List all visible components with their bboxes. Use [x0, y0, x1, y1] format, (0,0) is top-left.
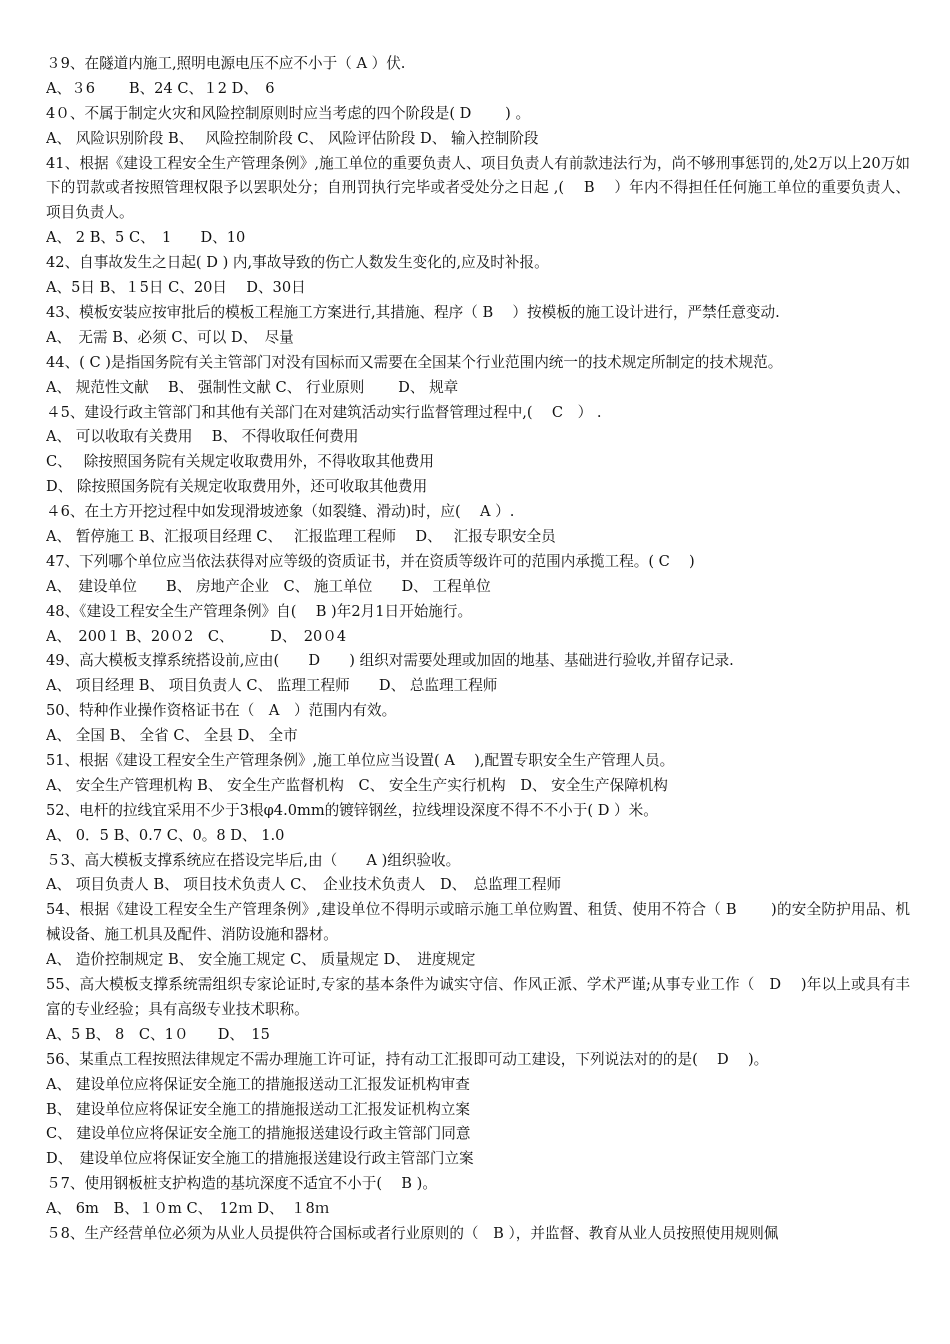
text-line: A、 可以收取有关费用 B、 不得收取任何费用 [46, 428, 359, 446]
text-line: 4０、不属于制定火灾和风险控制原则时应当考虑的四个阶段是( D ) 。 [46, 104, 531, 122]
text-line: ４6、在土方开挖过程中如发现滑坡迹象（如裂缝、滑动)时，应( A ）. [46, 503, 515, 521]
text-line: A、 暂停施工 B、汇报项目经理 C、 汇报监理工程师 D、 汇报专职安全员 [46, 527, 556, 545]
text-line: 48、《建设工程安全生产管理条例》自( B )年2月1日开始施行。 [46, 602, 473, 620]
text-line: ５3、高大模板支撑系统应在搭设完毕后,由（ A )组织验收。 [46, 851, 461, 869]
text-line: A、 建设单位 B、 房地产企业 C、 施工单位 D、 工程单位 [46, 577, 491, 595]
text-line: ３9、在隧道内施工,照明电源电压不应不小于（ A ）伏. [46, 55, 406, 72]
text-line: 50、特种作业操作资格证书在（ A ）范围内有效。 [46, 702, 397, 720]
text-line: A、 6m B、１０m C、 12ｍ D、 １8ｍ [46, 1200, 330, 1218]
text-line: A、 规范性文献 B、 强制性文献 C、 行业原则 D、 规章 [46, 378, 459, 396]
text-line: 43、模板安装应按审批后的模板工程施工方案进行,其措施、程序（ B ）按模板的施工设计进行，严禁任意变动. [46, 303, 780, 321]
text-line: D、 除按照国务院有关规定收取费用外，还可收取其他费用 [46, 478, 428, 496]
text-line: ４5、建设行政主管部门和其他有关部门在对建筑活动实行监督管理过程中,( C ） . [46, 403, 602, 421]
text-line: 44、( C )是指国务院有关主管部门对没有国标而又需要在全国某个行业范围内统一的技术规定所制定的技术规范。 [46, 353, 783, 371]
text-line: A、 全国 B、 全省 C、 全县 D、 全市 [46, 727, 298, 745]
text-line: 49、高大模板支撑系统搭设前,应由( D ) 组织对需要处理或加固的地基、基础进行验收,并留存记录. [46, 652, 734, 670]
text-paragraph: 55、高大模板支撑系统需组织专家论证时,专家的基本条件为诚实守信、作风正派、学术严谨;从事专业工作（ D )年以上或具有丰富的专业经验；具有高级专业技术职称。 [46, 976, 910, 1018]
text-line: A、 风险识别阶段 B、 风险控制阶段 C、 风险评估阶段 D、 输入控制阶段 [46, 129, 539, 147]
text-line: ５8、生产经营单位必须为从业人员提供符合国标或者行业原则的（ B ），并监督、教育从业人员按照使用规则佩 [46, 1224, 779, 1242]
text-line: 47、下列哪个单位应当依法获得对应等级的资质证书，并在资质等级许可的范围内承揽工程。( C ) [46, 552, 695, 570]
text-paragraph: 41、根据《建设工程安全生产管理条例》,施工单位的重要负责人、项目负责人有前款违法行为，尚不够刑事惩罚的,处2万以上20万如下的罚款或者按照管理权限予以罢职处分；自刑罚执行完毕或者受处分之日起 ,( B ）年内不得担任任何施工单位的重要负责人、项目负责人。 [46, 154, 910, 222]
text-line: 42、自事故发生之日起( D ) 内,事故导致的伤亡人数发生变化的,应及时补报。 [46, 254, 549, 272]
text-line: A、 项目经理 B、 项目负责人 C、 监理工程师 D、 总监理工程师 [46, 677, 498, 695]
text-line: 52、电杆的拉线宜采用不少于3根φ4.0mm的镀锌钢丝，拉线埋设深度不得不不小于( D ）米。 [46, 801, 658, 819]
text-line: A、 0．5 B、0.7 C、0。8 D、 1.0 [46, 826, 285, 844]
text-line: C、 建设单位应将保证安全施工的措施报送建设行政主管部门同意 [46, 1125, 471, 1143]
text-line: A、３6 B、24 C、１2 D、 6 [46, 79, 275, 97]
text-line: A、 建设单位应将保证安全施工的措施报送动工汇报发证机构审查 [46, 1075, 470, 1093]
text-line: ５7、使用钢板桩支护构造的基坑深度不适宜不小于( B )。 [46, 1175, 437, 1193]
text-line: 56、某重点工程按照法律规定不需办理施工许可证，持有动工汇报即可动工建设，下列说法对的的是( D )。 [46, 1050, 769, 1068]
text-paragraph: 54、根据《建设工程安全生产管理条例》,建设单位不得明示或暗示施工单位购置、租赁、使用不符合（ B )的安全防护用品、机械设备、施工机具及配件、消防设施和器材。 [46, 901, 910, 944]
text-line: 51、根据《建设工程安全生产管理条例》,施工单位应当设置( A ),配置专职安全生产管理人员。 [46, 751, 675, 769]
text-line: A、 200１ B、20０2 C、 D、 20０4 [46, 627, 347, 645]
text-line: A、 造价控制规定 B、 安全施工规定 C、 质量规定 D、 进度规定 [46, 951, 476, 969]
text-line: B、 建设单位应将保证安全施工的措施报送动工汇报发证机构立案 [46, 1100, 470, 1118]
text-line: A、5日 B、１5日 C、20日 D、30日 [46, 279, 306, 297]
text-line: D、 建设单位应将保证安全施工的措施报送建设行政主管部门立案 [46, 1150, 474, 1168]
text-line: A、 项目负责人 B、 项目技术负责人 C、 企业技术负责人 D、 总监理工程师 [46, 876, 562, 894]
text-line: A、5 B、 8 C、1０ D、 15 [46, 1025, 270, 1043]
text-line: C、 除按照国务院有关规定收取费用外，不得收取其他费用 [46, 453, 434, 471]
text-line: A、 安全生产管理机构 B、 安全生产监督机构 C、 安全生产实行机构 D、 安全生产保障机构 [46, 776, 668, 794]
text-line: A、 无需 B、必须 C、可以 D、 尽量 [46, 328, 294, 346]
text-line: A、 2 B、5 C、 1 D、10 [46, 229, 246, 247]
